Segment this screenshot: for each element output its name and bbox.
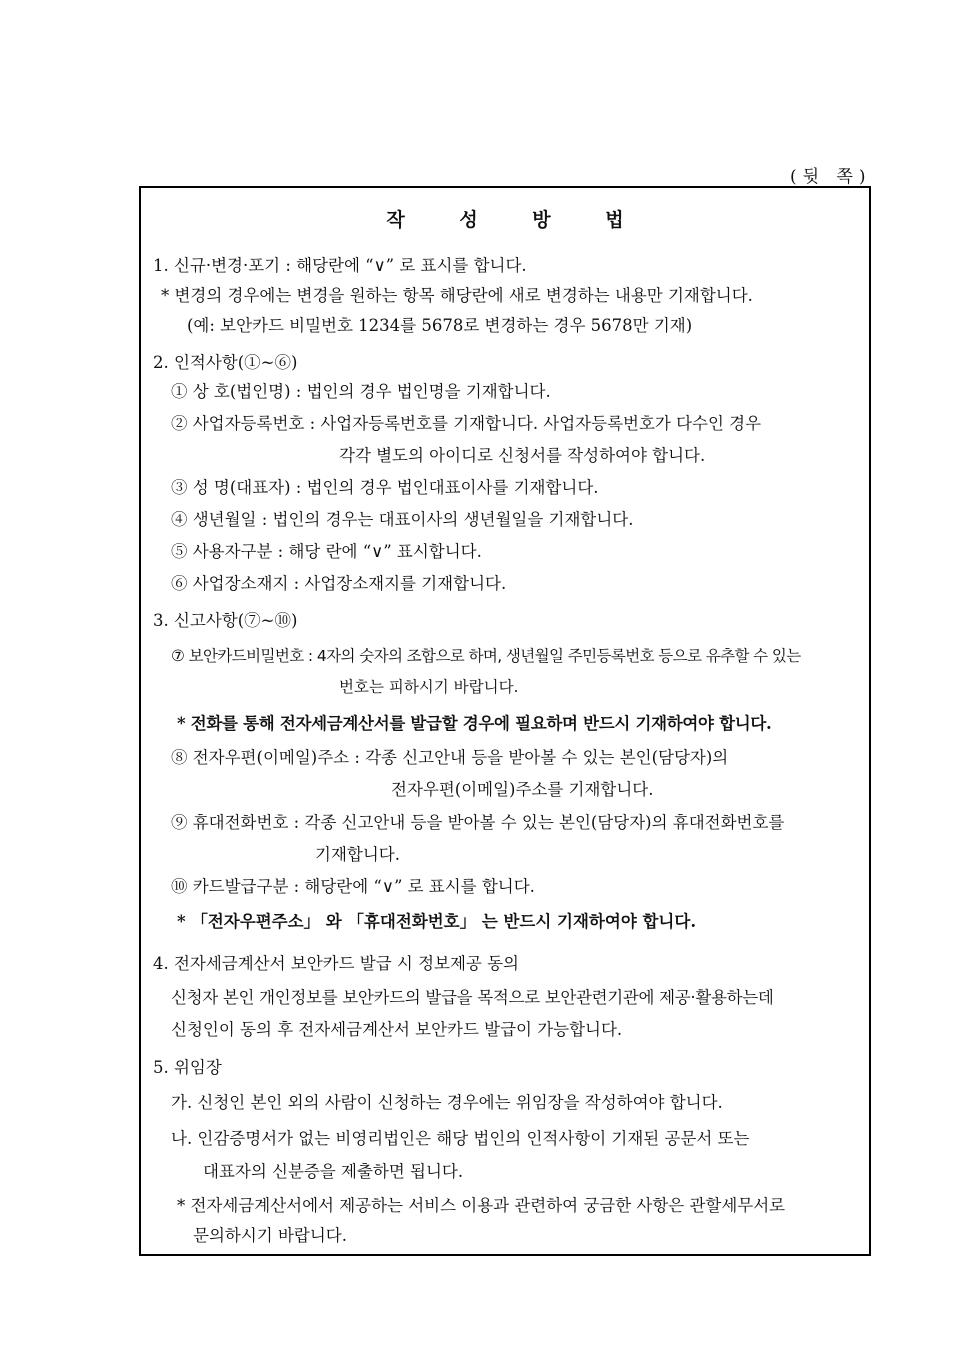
- section2-item-5: ⑤ 사용자구분 : 해당 란에 “∨” 표시합니다.: [171, 542, 482, 561]
- section3-item-8-cont: 전자우편(이메일)주소를 기재합니다.: [391, 780, 654, 799]
- section2-item-1: ① 상 호(법인명) : 법인의 경우 법인명을 기재합니다.: [171, 382, 551, 401]
- section2-item-4: ④ 생년월일 : 법인의 경우는 대표이사의 생년월일을 기재합니다.: [171, 510, 634, 529]
- page-title: 작 성 방 법: [386, 209, 648, 231]
- section2-item-6: ⑥ 사업장소재지 : 사업장소재지를 기재합니다.: [171, 574, 507, 593]
- section4-line-2: 신청인이 동의 후 전자세금계산서 보안카드 발급이 가능합니다.: [171, 1020, 623, 1039]
- instructions-box: [139, 186, 871, 1256]
- section5-item-na-cont: 대표자의 신분증을 제출하면 됩니다.: [203, 1162, 464, 1181]
- section1-note: * 변경의 경우에는 변경을 원하는 항목 해당란에 새로 변경하는 내용만 기재합니다.: [161, 286, 753, 305]
- section3-item-7: ⑦ 보안카드비밀번호 : 4자의 숫자의 조합으로 하며, 생년월일 주민등록번호 등으로 유추할 수 있는: [171, 647, 801, 665]
- section2-item-2: ② 사업자등록번호 : 사업자등록번호를 기재합니다. 사업자등록번호가 다수인 경우: [171, 414, 762, 433]
- section3-item-9-cont: 기재합니다.: [315, 845, 400, 864]
- section3-heading: 3. 신고사항(⑦~⑩): [153, 611, 298, 630]
- section5-item-na: 나. 인감증명서가 없는 비영리법인은 해당 법인의 인적사항이 기재된 공문서 또는: [171, 1129, 750, 1148]
- section3-item-9: ⑨ 휴대전화번호 : 각종 신고안내 등을 받아볼 수 있는 본인(담당자)의 휴대전화번호를: [171, 813, 785, 832]
- section4-heading: 4. 전자세금계산서 보안카드 발급 시 정보제공 동의: [153, 954, 519, 973]
- section5-item-ga: 가. 신청인 본인 외의 사람이 신청하는 경우에는 위임장을 작성하여야 합니다.: [171, 1093, 723, 1112]
- section5-note-cont: 문의하시기 바랍니다.: [193, 1226, 347, 1245]
- section2-item-2-cont: 각각 별도의 아이디로 신청서를 작성하여야 합니다.: [339, 446, 706, 465]
- section1-example: (예: 보안카드 비밀번호 1234를 5678로 변경하는 경우 5678만 기재): [187, 316, 693, 335]
- section3-note-phone: * 전화를 통해 전자세금계산서를 발급할 경우에 필요하며 반드시 기재하여야 합니다.: [177, 714, 772, 733]
- section1-heading: 1. 신규·변경·포기 : 해당란에 “∨” 로 표시를 합니다.: [153, 256, 527, 275]
- section3-item-7-cont: 번호는 피하시기 바랍니다.: [339, 678, 519, 696]
- section3-item-10: ⑩ 카드발급구분 : 해당란에 “∨” 로 표시를 합니다.: [171, 877, 535, 896]
- section3-note-required: * 「전자우편주소」 와 「휴대전화번호」 는 반드시 기재하여야 합니다.: [177, 912, 697, 931]
- page-side-label: (뒷 쪽): [790, 167, 872, 187]
- section3-item-8: ⑧ 전자우편(이메일)주소 : 각종 신고안내 등을 받아볼 수 있는 본인(담당자)의: [171, 748, 729, 767]
- section4-line-1: 신청자 본인 개인정보를 보안카드의 발급을 목적으로 보안관련기관에 제공·활용하는데: [171, 988, 774, 1007]
- section5-note: * 전자세금계산서에서 제공하는 서비스 이용과 관련하여 궁금한 사항은 관할세무서로: [177, 1196, 786, 1215]
- section2-heading: 2. 인적사항(①~⑥): [153, 353, 298, 372]
- section5-heading: 5. 위임장: [153, 1058, 222, 1077]
- section2-item-3: ③ 성 명(대표자) : 법인의 경우 법인대표이사를 기재합니다.: [171, 478, 599, 497]
